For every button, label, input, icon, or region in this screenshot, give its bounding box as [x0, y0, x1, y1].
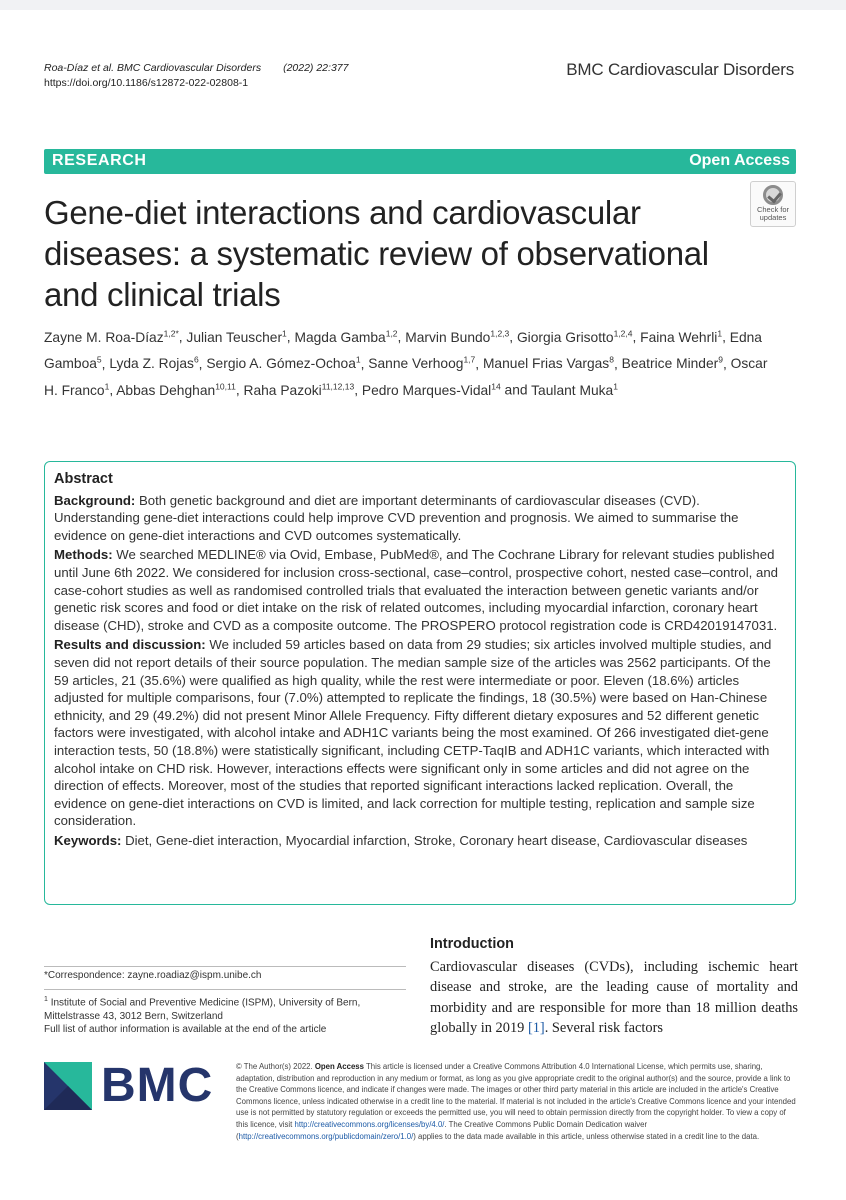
author-name-text: Manuel Frias Vargas: [482, 356, 610, 372]
abstract-methods: [54, 546, 784, 634]
author-affiliation: 1: [282, 328, 287, 338]
copyright-text: © The Author(s) 2022.: [236, 1062, 313, 1071]
check-updates-line1: Check for: [756, 205, 790, 214]
author-name-text: Giorgia Grisotto: [516, 329, 614, 345]
author-affiliation: 6: [193, 354, 199, 365]
citation-header: [44, 61, 348, 91]
author-name[interactable]: [517, 330, 633, 345]
journal-name: BMC Cardiovascular Disorders: [566, 60, 794, 79]
results-label: Results and discussion:: [54, 637, 206, 653]
article-type-banner: [44, 149, 796, 174]
author-affiliation: 14: [491, 381, 501, 392]
author-affiliation: 1,2: [385, 328, 398, 338]
author-affiliation: 5: [96, 354, 102, 365]
author-affiliation: 1: [104, 381, 110, 392]
author-name[interactable]: [44, 330, 179, 345]
author-name[interactable]: [186, 330, 286, 345]
author-name-text: Raha Pazoki: [243, 382, 322, 398]
abstract-box: [44, 461, 796, 905]
affiliation-number: 1: [44, 996, 48, 1003]
results-text: We included 59 articles based on data from 29 studies; six articles involved multiple studies, and seven did not report details of their source population. The median sample size of the articles was 2562 participants. Of the 59 articles, 21 (35.6%) were qualified as high quality, while the rest were intermediate or poor. Eleven (18.6%) articles adjusted for multiple comparisons, four (7.0%) attempted to replicate the findings, 18 (30.5%) were based on Han-Chinese ethnicity, and 29 (49.2%) did not present Minor Allele Frequency. Fifty different dietary exposures and 52 different genetic factors were investigated, with alcohol intake and ADH1C variants being the most examined. Of 266 investigated diet-gene interaction tests, 50 (18.8%) were statistically significant, including CETP-TaqIB and ADH1C variants, which interacted with alcohol intake on CHD risk. However, interactions effects were significant only in some articles and did not agree on the direction of effects. Moreover, most of the studies that reported significant interactions lacked replication. Overall, the evidence on gene-diet interactions on CVD is limited, and lack correction for multiple testing, replication and sample size consideration.: [54, 637, 772, 829]
author-name-text: Abbas Dehghan: [116, 382, 216, 398]
bmc-logo-text: BMC: [101, 1059, 214, 1112]
license-open-access: Open Access: [314, 1062, 364, 1071]
author-name-text: Zayne M. Roa-Díaz: [44, 329, 164, 345]
author-name-text: Oscar H. Franco: [44, 356, 768, 398]
author-affiliation: 10,11: [215, 381, 236, 392]
author-name-text: Julian Teuscher: [186, 329, 283, 345]
author-name[interactable]: [640, 330, 722, 345]
abstract-keywords: [54, 832, 784, 850]
open-access-label: Open Access: [689, 152, 790, 169]
author-name[interactable]: [109, 356, 198, 371]
author-name-text: Magda Gamba: [294, 329, 386, 345]
background-text: Both genetic background and diet are important determinants of cardiovascular diseases (CVD). Understanding gene-diet interactions could help improve CVD prevention and prognosis. We aimed to summarise the evidence on gene-diet interactions and CVD outcomes systematically.: [54, 492, 739, 543]
author-info-note: Full list of author information is available at the end of the article: [44, 1024, 327, 1036]
author-affiliation: 1: [613, 381, 618, 392]
top-strip: [0, 0, 846, 10]
author-affiliation: 11,12,13: [321, 381, 355, 392]
author-name[interactable]: [244, 383, 355, 398]
abstract-results: [54, 636, 784, 830]
author-name-text: Taulant Muka: [531, 382, 614, 398]
correspondence-note: *Correspondence: zayne.roadiaz@ispm.unibe.ch: [44, 966, 406, 981]
author-name[interactable]: [368, 356, 475, 371]
author-name-text: Sanne Verhoog: [368, 356, 464, 372]
license-text-2: . The Creative Commons Public Domain Dedication waiver (: [236, 1119, 648, 1141]
author-name-text: Edna Gamboa: [44, 329, 762, 372]
affiliation-note: [44, 989, 406, 1037]
author-name[interactable]: [405, 330, 509, 345]
section-label: RESEARCH: [52, 152, 147, 169]
author-name-text: Pedro Marques-Vidal: [361, 382, 492, 398]
introduction-text: Cardiovascular diseases (CVDs), including ischemic heart disease and stroke, are the leading cause of mortality and morbidity and are responsible for more than 18 million deaths globally in 2019: [430, 958, 798, 1036]
author-name-text: Marvin Bundo: [405, 329, 491, 345]
author-name[interactable]: [531, 383, 618, 398]
author-name[interactable]: [483, 356, 614, 371]
author-affiliation: 1,2*: [163, 328, 179, 338]
citation-link[interactable]: [1]: [527, 1020, 545, 1036]
public-domain-link[interactable]: http://creativecommons.org/publicdomain/zero/1.0/: [238, 1131, 414, 1141]
bmc-logo: [44, 1060, 234, 1120]
affiliation-text: Institute of Social and Preventive Medicine (ISPM), University of Bern, Mittelstrasse 43, 3012 Bern, Switzerland: [44, 997, 361, 1022]
methods-label: Methods:: [54, 547, 113, 563]
author-affiliation: 1,7: [463, 354, 476, 365]
author-name-text: Faina Wehrli: [640, 329, 718, 345]
introduction-heading: Introduction: [430, 936, 514, 952]
keywords-label: Keywords:: [54, 832, 122, 848]
author-name[interactable]: [294, 330, 397, 345]
check-updates-line2: updates: [759, 213, 787, 222]
license-text-1: This article is licensed under a Creative Commons Attribution 4.0 International License, which permits use, sharing, adaptation, distribution and reproduction in any medium or format, as long as you give appropriate credit to the original author(s) and the source, provide a link to the Creative Commons licence, and indicate if changes were made. The images or other third party material in this article are included in the article's Creative Commons licence, unless indicated otherwise in a credit line to the material. If material is not included in the article's Creative Commons licence and your intended use is not permitted by statutory regulation or exceeds the permitted use, you will need to obtain permission directly from the copyright holder. To view a copy of this licence, visit: [236, 1062, 796, 1129]
abstract-heading: Abstract: [54, 471, 113, 487]
license-statement: [236, 1061, 796, 1142]
author-name[interactable]: [362, 383, 501, 398]
methods-text: We searched MEDLINE® via Ovid, Embase, PubMed®, and The Cochrane Library for relevant studies published until June 6th 2022. We considered for inclusion cross-sectional, case–control, prospective cohort, nested case–control, and case-cohort studies as well as randomised controlled trials that evaluated the interaction between genetic variants and/or genetic risk scores and food or diet intake on the risk of related outcomes, including myocardial infarction, coronary heart disease (CHD), stroke and CVD as a composite outcome. The PROSPERO protocol registration code is CRD42019147031.: [54, 547, 779, 633]
author-list: Zayne M. Roa-Díaz$^{1,2*}$, Julian Teuscher$^1$, Magda Gamba$^{1,2}$, Marvin Bundo$^{1,2,3}$, Giorgia Grisotto$^{1,2,4}$, Faina Wehrli$^1$, Edna Gamboa$^5$, Lyda Z. Rojas$^6$, Sergio A. Gómez-Ochoa$^1$, Sanne Verhoog$^{1,7}$, Manuel Frias Vargas$^8$, Beatrice Minder$^9$, Oscar H. Franco$^1$, Abbas Dehghan$^{10,11}$, Raha Pazoki$^{11,12,13}$, Pedro Marques-Vidal$^{14}$ and Taulant Muka$^1$: [44, 328, 768, 398]
author-affiliation: 1,2,4: [613, 328, 633, 338]
keywords-text: Diet, Gene-diet interaction, Myocardial infarction, Stroke, Coronary heart disease, Cardiovascular diseases: [125, 832, 748, 848]
citation-year-volume: (2022) 22:377: [283, 62, 349, 74]
author-name[interactable]: [206, 356, 360, 371]
background-label: Background:: [54, 492, 136, 508]
author-name[interactable]: [116, 383, 236, 398]
author-affiliation: 9: [718, 354, 723, 365]
author-name[interactable]: [622, 356, 723, 371]
author-affiliation: 1: [355, 354, 361, 365]
author-name-text: Beatrice Minder: [621, 356, 719, 372]
license-text-3: ) applies to the data made available in this article, unless otherwise stated in a credit line to the data.: [413, 1131, 760, 1141]
author-affiliation: 1: [717, 328, 723, 338]
author-name-text: Sergio A. Gómez-Ochoa: [206, 356, 356, 372]
introduction-section: [430, 934, 798, 1039]
author-affiliation: 8: [609, 354, 614, 365]
check-updates-icon: [763, 185, 783, 205]
abstract-background: [54, 492, 784, 545]
citation-authors: Roa-Díaz et al. BMC Cardiovascular Disorders: [44, 62, 262, 74]
author-affiliation: 1,2,3: [490, 328, 510, 338]
introduction-text-end: . Several risk factors: [544, 1020, 663, 1036]
license-link[interactable]: http://creativecommons.org/licenses/by/4.0/: [294, 1119, 445, 1129]
author-name-text: Lyda Z. Rojas: [109, 356, 194, 372]
bmc-logo-mark: [44, 1062, 92, 1110]
article-title: Gene-diet interactions and cardiovascular diseases: a systematic review of observational and clinical trials: [44, 194, 709, 313]
doi-link[interactable]: https://doi.org/10.1186/s12872-022-02808-1: [44, 77, 249, 89]
